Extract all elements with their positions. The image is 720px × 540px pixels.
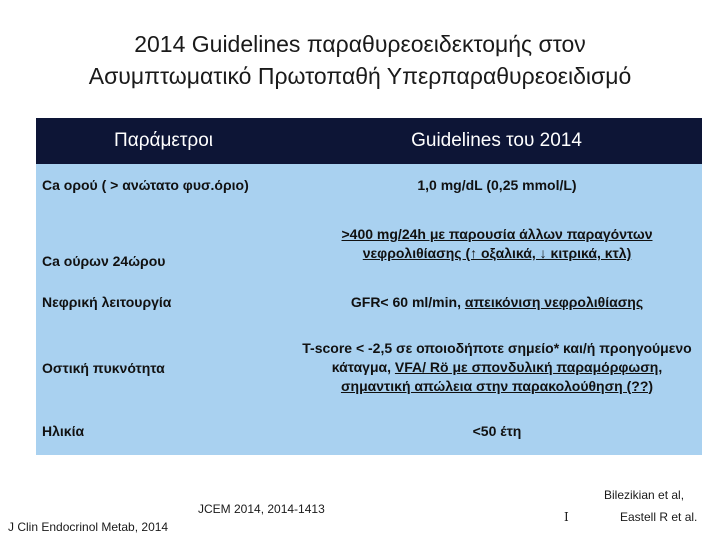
table-row (36, 282, 702, 322)
reference-jclin: J Clin Endocrinol Metab, 2014 (8, 520, 169, 534)
guideline-text: GFR< 60 ml/min, (350, 293, 465, 310)
guideline-underlined-text: απεικόνιση νεφρολιθίασης (464, 293, 644, 310)
table-row (36, 322, 702, 412)
row-guideline (298, 322, 696, 412)
table-row (36, 206, 702, 282)
table-row (36, 412, 702, 455)
row-guideline: 1,0 mg/dL (0,25 mmol/L) (417, 176, 577, 193)
row-parameter: Ca ούρων 24ώρου (42, 253, 166, 269)
table-row (36, 164, 702, 206)
row-guideline: <50 έτη (472, 423, 522, 439)
row-guideline (298, 282, 696, 322)
row-parameter: Οστική πυκνότητα (42, 360, 165, 376)
guidelines-table (36, 118, 702, 455)
reference-bilezikian: Bilezikian et al, (604, 488, 685, 502)
reference-jcem: JCEM 2014, 2014-1413 (198, 502, 325, 516)
reference-eastell: Eastell R et al. (620, 510, 698, 524)
row-parameter: Ca ορού ( > ανώτατο φυσ.όριο) (42, 177, 249, 193)
reference-marker: I (564, 510, 569, 524)
row-parameter: Νεφρική λειτουργία (42, 294, 172, 310)
row-guideline: >400 mg/24h με παρουσία άλλων παραγόντων νεφρολιθίασης (↑ οξαλικά, ↓ κιτρικά, κτλ) (341, 226, 653, 261)
row-parameter: Ηλικία (42, 423, 85, 439)
title-line-2: Ασυμπτωματικό Πρωτοπαθή Υπερπαραθυρεοειδισμό (88, 63, 632, 89)
guideline-text: T-score < -2,5 σε οποιοδήποτε σημείο* και/ή προηγούμενο κάταγμα, (302, 339, 692, 375)
header-guidelines: Guidelines του 2014 (291, 118, 702, 164)
guideline-underlined-text: VFA/ Rö με σπονδυλική παραμόρφωση, σημαντική απώλεια στην παρακολούθηση (??) (340, 358, 663, 394)
header-parameters: Παράμετροι (36, 118, 291, 164)
title-line-1: 2014 Guidelines παραθυρεοειδεκτομής στον (134, 31, 586, 57)
slide-title (0, 28, 720, 92)
